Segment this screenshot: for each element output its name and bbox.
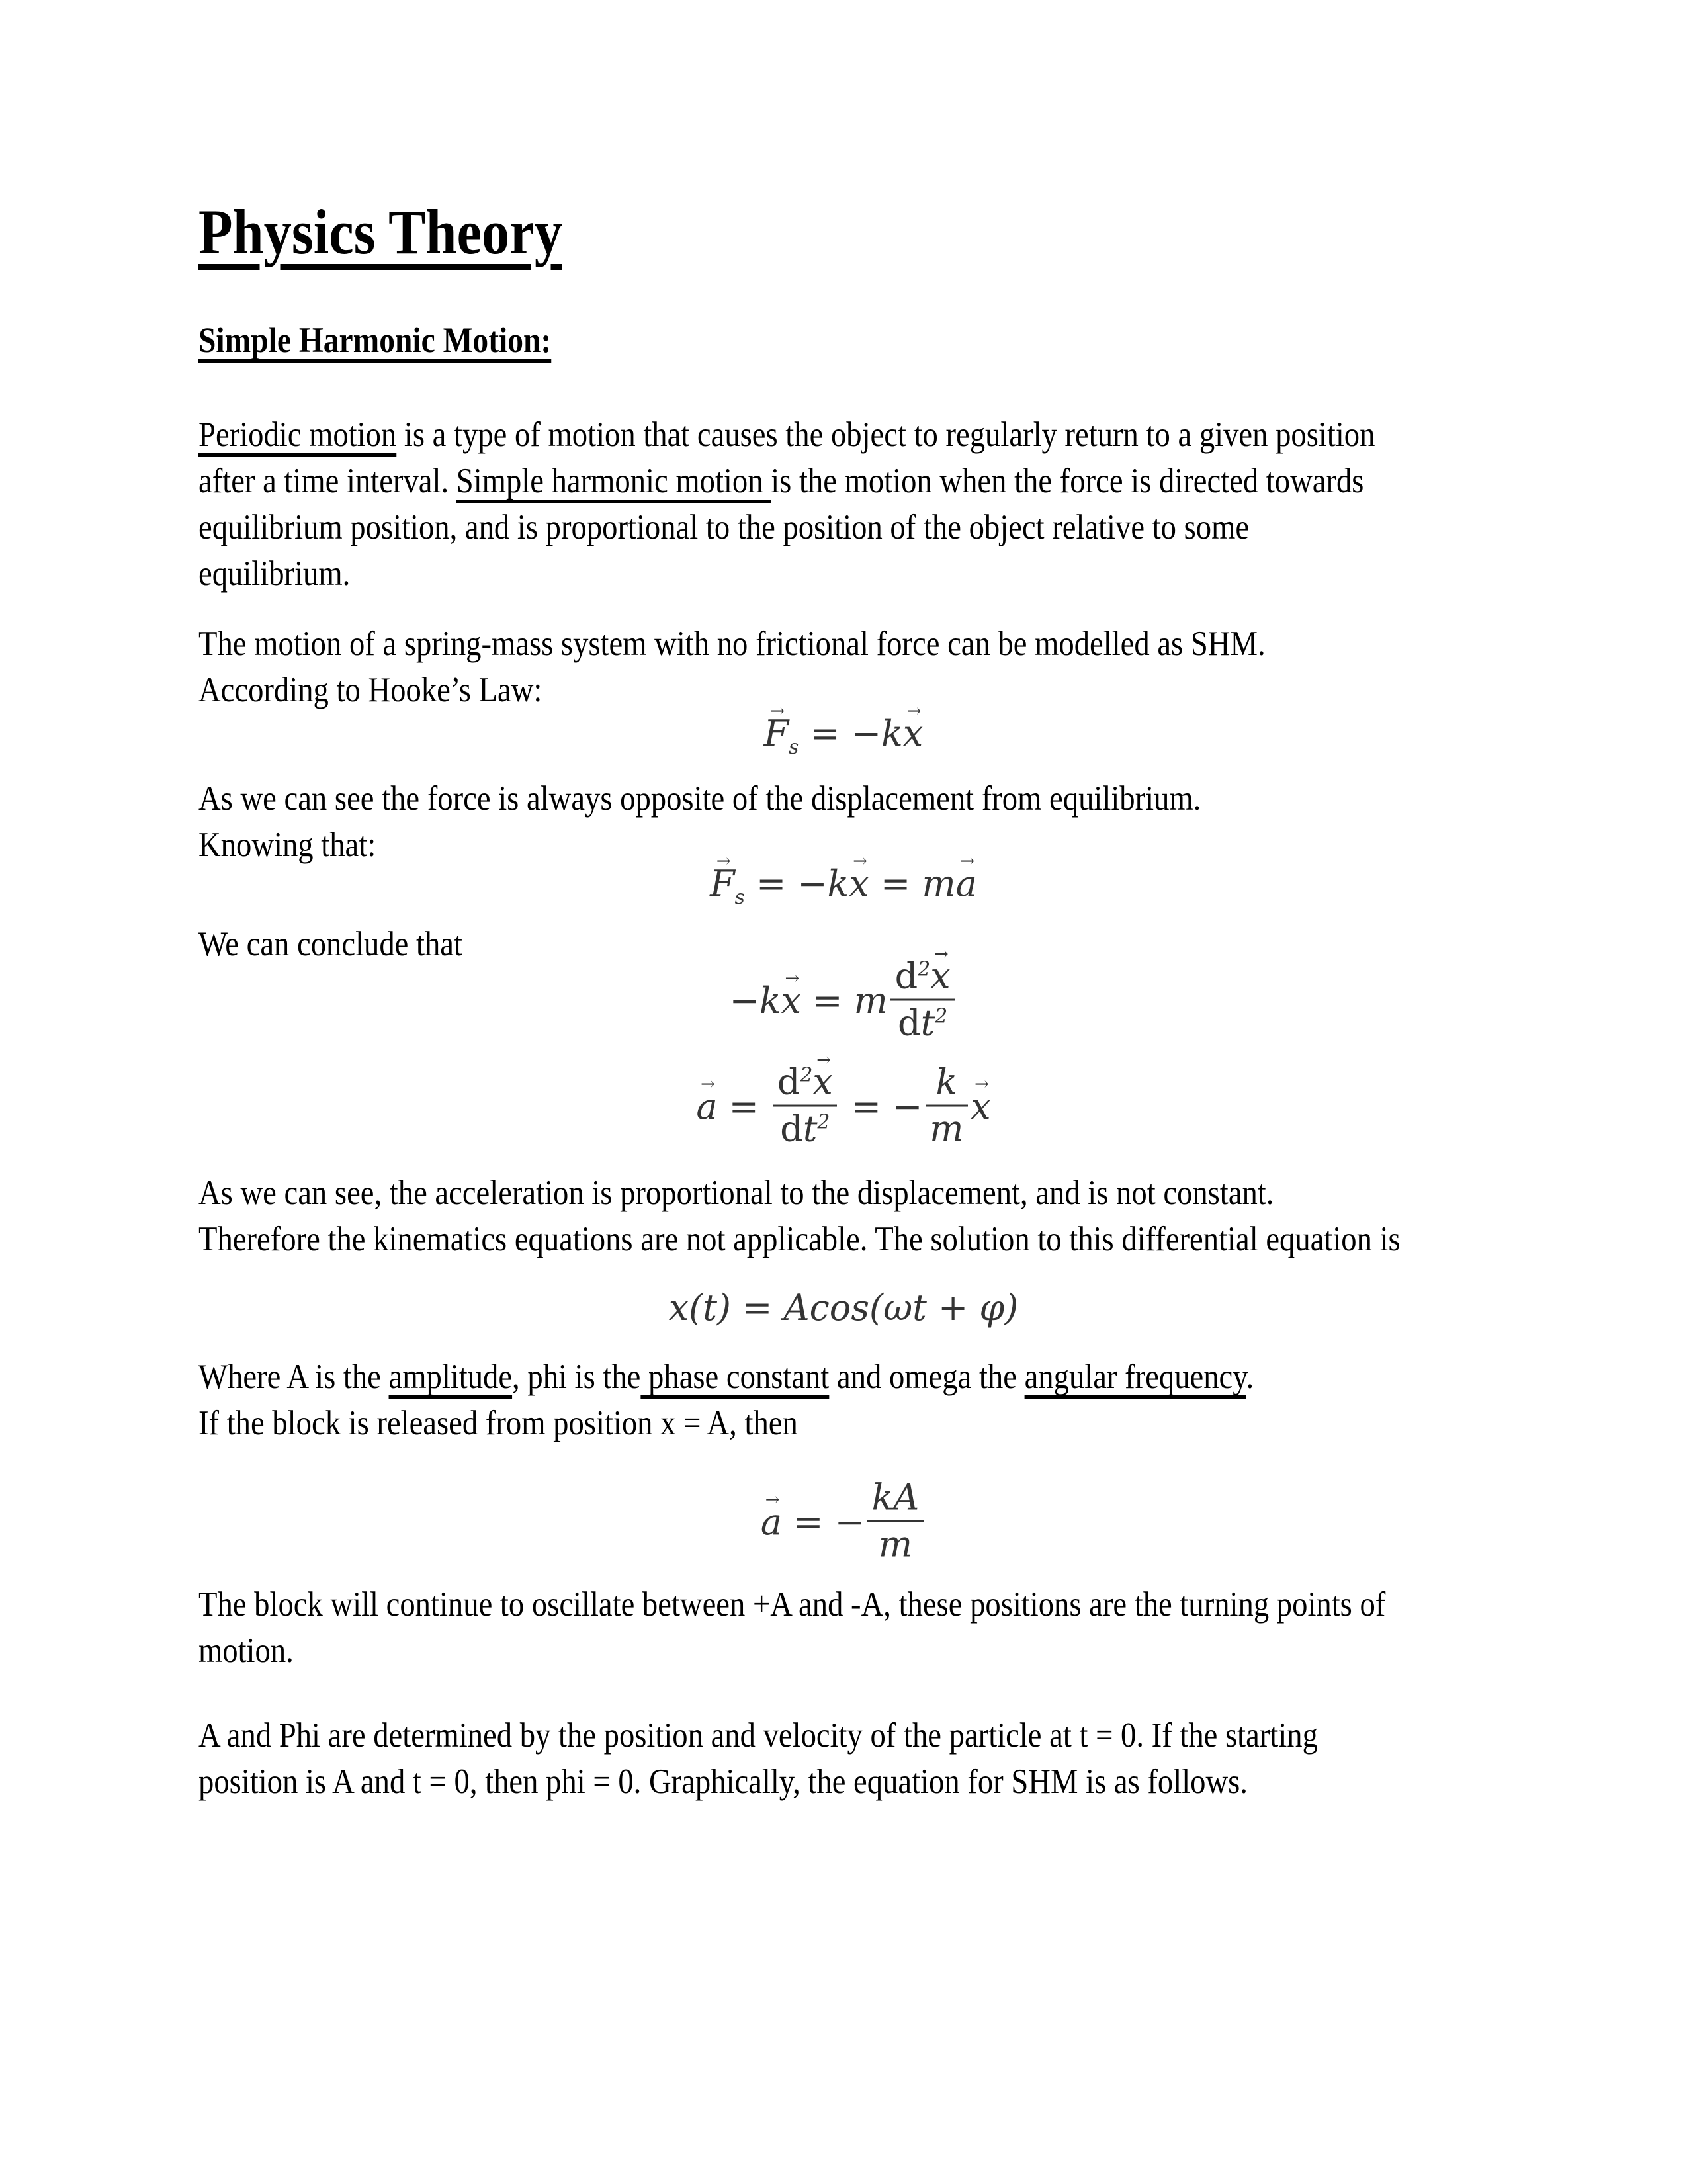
text-segment-underlined: Periodic motion [198,415,397,454]
formula-shm-solution: x(t) = Acos(ωt + φ) [668,1287,1019,1329]
text-line: A and Phi are determined by the position and velocity of the particle at t = 0. If the starting [198,1716,1318,1755]
text-line: The block will continue to oscillate between +A and -A, these positions are the turning points of [198,1585,1386,1624]
text-line: The motion of a spring-mass system with no frictional force can be modelled as SHM. [198,625,1266,663]
paragraph-phi-determination [198,1712,1318,1805]
paragraph-intro [198,412,1375,597]
text-segment: and omega the [829,1358,1025,1396]
text-line: Knowing that: [198,826,376,864]
text-line: According to Hooke’s Law: [198,671,542,709]
text-segment: , phi is the [512,1358,641,1396]
paragraph-oscillation [198,1581,1385,1674]
paragraph-opposite [198,775,1201,868]
text-line: As we can see the force is always opposite of the displacement from equilibrium. [198,779,1201,818]
paragraph-definitions [198,1354,1254,1446]
text-segment: after a time interval. [198,462,456,500]
formula-release-acceleration: a → = − $\frac{kA}{m}$ [198,1482,1489,1568]
paragraph-spring-mass [198,621,1266,713]
text-line: Therefore the kinematics equations are not applicable. The solution to this differential equation is [198,1220,1401,1258]
text-line [198,412,1375,458]
text-line: As we can see, the acceleration is proportional to the displacement, and is not constant. [198,1174,1274,1212]
text-line: We can conclude that [198,925,462,963]
text-line: If the block is released from position x = A, then [198,1404,798,1442]
text-line [198,1354,1254,1400]
text-segment-underlined: Simple harmonic motion [456,462,771,500]
section-heading: Simple Harmonic Motion: [198,320,552,360]
text-segment-underlined: amplitude [388,1358,513,1396]
formula-newton-equivalence: $F \to_s = -kx$ → = ma → [198,863,1489,904]
text-segment: . [1246,1358,1254,1396]
text-line: equilibrium. [198,554,351,593]
formula-hookes-law: $F \to_s = -kx$ → [198,713,1489,754]
text-segment: is a type of motion that causes the object to regularly return to a given position [396,415,1375,454]
text-line: position is A and t = 0, then phi = 0. Graphically, the equation for SHM is as follows. [198,1763,1248,1801]
formula-differential-equation: −kx → = m $\frac{d^2x \to}{dt^2}$ [198,961,1489,1047]
text-line: equilibrium position, and is proportional to the position of the object relative to some [198,508,1250,546]
text-segment-underlined: angular frequency [1024,1358,1246,1396]
document-title: Physics Theory [198,197,562,267]
formula-acceleration: a → = $\frac{d^2x \to}{dt^2}$ = − $\frac{k}{m}$ x → [198,1067,1489,1153]
paragraph-acceleration [198,1170,1401,1262]
text-line [198,458,1375,504]
text-line: motion. [198,1632,294,1670]
text-segment: Where A is the [198,1358,389,1396]
text-segment: is the motion when the force is directed towards [771,462,1364,500]
text-segment-underlined: phase constant [640,1358,830,1396]
